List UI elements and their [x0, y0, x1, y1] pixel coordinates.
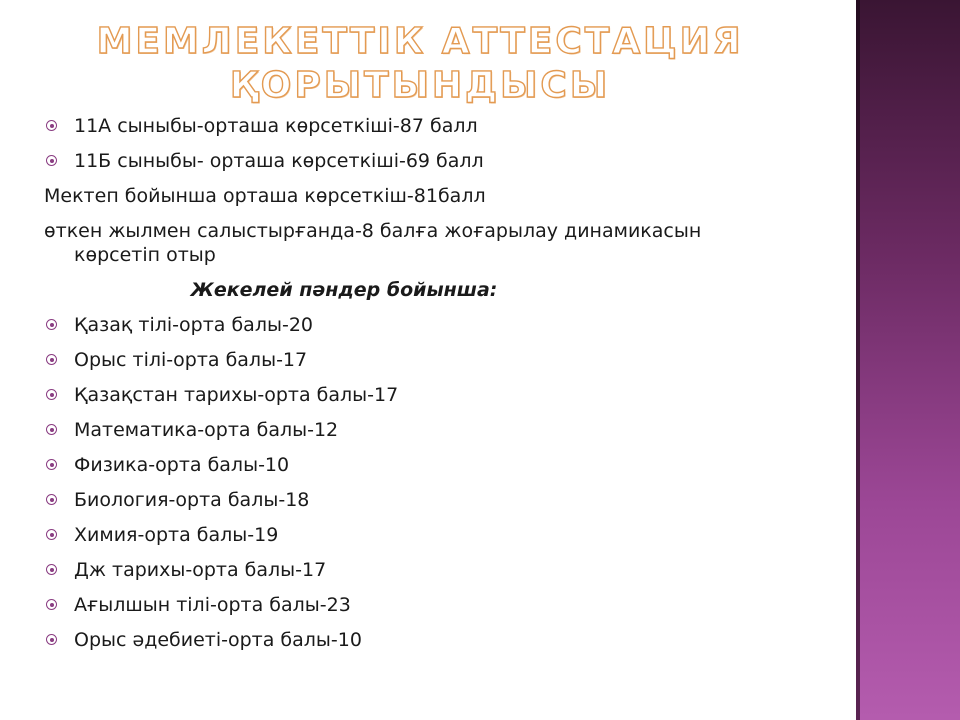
circle-bullet-icon: [46, 120, 57, 131]
circle-bullet-icon: [46, 529, 57, 540]
list-item-subject: [44, 488, 844, 512]
list-item-text: Орыс әдебиеті-орта балы-10: [74, 629, 362, 651]
list-item-text: Дж тарихы-орта балы-17: [74, 559, 327, 581]
list-item-text: Математика-орта балы-12: [74, 419, 339, 441]
list-item-text: 11Б сыныбы- орташа көрсеткіші-69 балл: [74, 150, 484, 172]
list-item-subject: [44, 418, 844, 442]
list-item-subject: [44, 348, 844, 372]
circle-bullet-icon: [46, 389, 57, 400]
list-item-text: Қазақстан тарихы-орта балы-17: [74, 384, 399, 406]
circle-bullet-icon: [46, 354, 57, 365]
circle-bullet-icon: [46, 599, 57, 610]
list-item-text: Қазақ тілі-орта балы-20: [74, 314, 313, 336]
circle-bullet-icon: [46, 564, 57, 575]
subjects-heading: Жекелей пәндер бойынша:: [190, 279, 498, 301]
list-item-text: 11А сыныбы-орташа көрсеткіші-87 балл: [74, 115, 478, 137]
list-item-subject: [44, 558, 844, 582]
list-item-subject: [44, 383, 844, 407]
list-item-class-11a: [44, 114, 844, 138]
list-item-subject: [44, 593, 844, 617]
decorative-side-panel: [856, 0, 960, 720]
slide-body: [44, 114, 844, 663]
circle-bullet-icon: [46, 155, 57, 166]
list-item-text: Биология-орта балы-18: [74, 489, 310, 511]
list-item-subject: [44, 453, 844, 477]
list-item-class-11b: [44, 149, 844, 173]
list-item-subject: [44, 628, 844, 652]
list-item-subject: [44, 523, 844, 547]
list-item-text: Ағылшын тілі-орта балы-23: [74, 594, 351, 616]
circle-bullet-icon: [46, 424, 57, 435]
list-item-text: Физика-орта балы-10: [74, 454, 290, 476]
school-average-text: Мектеп бойынша орташа көрсеткіш-81балл: [44, 185, 486, 207]
title-line-1: МЕМЛЕКЕТТІК АТТЕСТАЦИЯ: [96, 21, 744, 62]
circle-bullet-icon: [46, 459, 57, 470]
list-item-text: Орыс тілі-орта балы-17: [74, 349, 308, 371]
side-panel-edge: [856, 0, 860, 720]
comparison-text: өткен жылмен салыстырғанда-8 балға жоғарылау динамикасын көрсетіп отыр: [44, 220, 702, 266]
list-item-subject: [44, 313, 844, 337]
circle-bullet-icon: [46, 494, 57, 505]
circle-bullet-icon: [46, 634, 57, 645]
slide-title: [60, 20, 780, 108]
list-item-text: Химия-орта балы-19: [74, 524, 279, 546]
circle-bullet-icon: [46, 319, 57, 330]
title-line-2: ҚОРЫТЫНДЫСЫ: [229, 65, 611, 106]
